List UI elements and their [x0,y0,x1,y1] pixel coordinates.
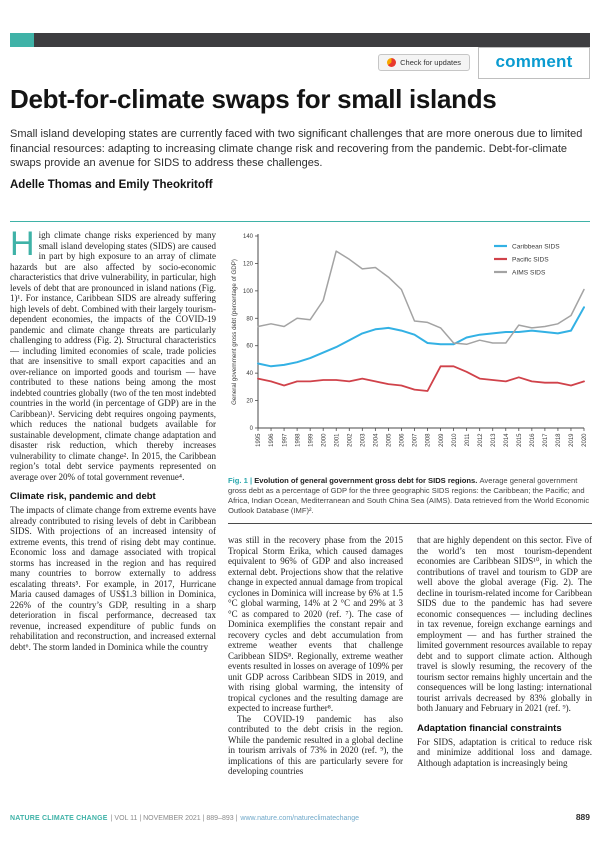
svg-text:2004: 2004 [373,433,380,447]
figure-caption [228,476,592,516]
svg-text:1999: 1999 [308,433,315,447]
svg-text:2008: 2008 [425,433,432,447]
svg-text:2013: 2013 [490,433,497,447]
svg-text:2016: 2016 [530,433,537,447]
paragraph-1: igh climate change risks experienced by many small island developing states (SIDS) are caused in part by high exposure to an array of climate hazards but are also affected by socio-economic characteristics that drive vulnerability, in particular, high levels of debt that are pronounced in island nations (Fig. 1)¹. For instance, Caribbean SIDS are already suffering high levels of debt. Combined with their largely tourism-dependent economies, the impacts of the COVID-19 pandemic and climate change threats are particularly challenging to address (Fig. 2). Structural characteristics — including limited economies of scale, trade policies that are insensitive to small export capacities and an over-reliance on imported goods and tourism — have contributed to these nations being among the most indebted countries globally (two of the ten most indebted countries in the world (in percentage of GDP) are in the Caribbean)¹. Servicing debt requires ongoing payments, which reduces the national budgets available for sustainable development, climate change adaptation and disaster risk reduction, which thereby increases vulnerability to climate change². In 2015, the Caribbean region’s total debt service payments represented on average over 20% of total government revenue⁴. [10,230,216,482]
figure-caption-text: Average general government gross debt as a percentage of GDP for the three geographic SIDS regions: the Caribbean; the Pacific; and Africa, Indian Ocean, Mediterranean and South China Sea (AIMS). Data retrieved from the World Economic Outlook Database (IMF)². [228,476,590,515]
column-middle [228,535,403,777]
page-number: 889 [575,812,590,822]
svg-text:2011: 2011 [464,433,471,447]
svg-text:Caribbean SIDS: Caribbean SIDS [512,243,560,251]
svg-text:AIMS SIDS: AIMS SIDS [512,269,546,277]
svg-text:20: 20 [246,398,253,405]
svg-text:2019: 2019 [569,433,576,447]
paragraph-6: For SIDS, adaptation is critical to reduce risk and minimize additional loss and damage. Although adaptation is increasingly being [417,736,592,768]
article-title: Debt-for-climate swaps for small islands [10,84,497,114]
svg-text:2009: 2009 [438,433,445,447]
svg-text:2012: 2012 [477,433,484,447]
brand-accent-block [10,33,34,47]
svg-text:60: 60 [246,343,253,350]
column-left [10,230,216,808]
svg-text:2001: 2001 [334,433,341,447]
svg-text:2010: 2010 [451,433,458,447]
footer [10,812,590,822]
figure-caption-title: Evolution of general government gross debt for SIDS regions. [254,476,480,485]
check-for-updates-label: Check for updates [400,58,461,67]
svg-text:2014: 2014 [503,433,510,447]
svg-text:General government gross debt: General government gross debt (percentage of GDP) [231,259,238,405]
figure-divider [228,523,592,524]
svg-text:2003: 2003 [360,433,367,447]
svg-text:2018: 2018 [556,433,563,447]
svg-text:0: 0 [249,426,253,432]
check-for-updates-button[interactable] [378,54,470,71]
svg-text:100: 100 [242,288,253,295]
svg-text:120: 120 [242,261,253,268]
paragraph-5: that are highly dependent on this sector. Five of the world’s ten most tourism-dependent economies are Caribbean SIDS¹⁰, in which the contributions of travel and tourism to GDP are well above the global average (Fig. 2). The decline in tourism-related income for Caribbean SIDS due to the pandemic has had severe economic consequences — including declines in tax revenue, foreign exchange earnings and employment — and has further strained the limited government resources available to repay debt and to support climate action. Although travel is slowly resuming, the recovery of the tourism sector remains highly uncertain and the consequences will be long lasting: international tourist arrivals decreased by 83% globally in both January and February in 2021 (ref. ⁹). [417,535,592,713]
footer-meta: | VOL 11 | NOVEMBER 2021 | 889–893 | [110,815,238,822]
svg-text:80: 80 [246,316,253,323]
text-columns [228,535,592,777]
svg-text:2017: 2017 [543,433,550,447]
svg-text:2006: 2006 [399,433,406,447]
svg-text:Pacific SIDS: Pacific SIDS [512,256,549,264]
standfirst: Small island developing states are currently faced with two significant challenges that are more onerous due to limited financial resources: adapting to increasing climate change risk and recovering from the pandemic. Debt-for-climate swaps provide an avenue for SIDS to address these challenges. [10,128,583,169]
svg-text:140: 140 [242,234,253,240]
svg-text:2007: 2007 [412,433,419,447]
column-right [417,535,592,777]
svg-text:1996: 1996 [269,433,276,447]
paragraph-4: The COVID-19 pandemic has also contributed to the debt crisis in the region. While the pandemic resulted in a global decline in tourism arrivals of 73% in 2020 (ref. ⁹), the implications of this are particularly severe for developing countries [228,713,403,776]
header-divider [10,221,590,222]
section-tab [478,47,590,79]
section-heading-climate-risk: Climate risk, pandemic and debt [10,491,156,502]
paragraph-3: was still in the recovery phase from the 2015 Tropical Storm Erika, which caused damages equivalent to 96% of GDP and also increased external debt. Projections show that the relative change in expected annual damage from tropical cyclones in Dominica will increase by 6% at 1.5 °C global warming, 14% at 2 °C and 29% at 3 °C as compared to 2020 (ref. ⁷). The case of Dominica exemplifies the constant repair and recovery cycles and debt accumulation from extreme weather events that challenge Caribbean SIDS⁸. Regionally, extreme weather events resulted in losses on average of 109% per unit GDP across Caribbean SIDS in 2019, and with rising global warming, the intensity of tropical cyclones and the resulting damage are expected to increase further⁸. [228,535,403,713]
journal-name: NATURE CLIMATE CHANGE [10,815,108,822]
svg-text:1998: 1998 [295,433,302,447]
crossmark-icon [387,58,396,67]
paragraph-2: The impacts of climate change from extreme events have already contributed to rising levels of debt in Caribbean SIDS. With projections of an increased intensity of extreme events, this trend of rising debt may continue. Economic loss and damage associated with tropical storms has increased in the region and has required many countries to borrow externally to address escalating threats⁵. For example, in 2017, Hurricane Maria caused damages of US$1.3 billion in Dominica, 226% of the country’s GDP, resulting in a sharp deterioration in fiscal performance, decreased tax revenue, increased expenditure of public funds on rehabilitation and reconstruction, and increased external debt⁶. The storm landed in Dominica while the country [10,505,216,652]
svg-text:2005: 2005 [386,433,393,447]
debt-line-chart [228,230,592,468]
svg-text:2002: 2002 [347,433,354,447]
svg-text:1995: 1995 [256,433,263,447]
svg-text:40: 40 [246,371,253,378]
svg-text:2020: 2020 [582,433,589,447]
header-right [378,47,590,79]
section-label: comment [495,52,573,71]
svg-text:2015: 2015 [517,433,523,447]
authors: Adelle Thomas and Emily Theokritoff [10,179,213,191]
figure-1 [228,230,592,524]
section-heading-adaptation: Adaptation financial constraints [417,722,562,734]
right-block [228,230,592,808]
svg-text:2000: 2000 [321,433,328,447]
top-bar [10,33,590,47]
dropcap-letter: H [10,230,35,263]
svg-text:1997: 1997 [282,433,289,447]
figure-label: Fig. 1 | [228,476,255,485]
journal-url-link[interactable]: www.nature.com/natureclimatechange [240,815,360,822]
